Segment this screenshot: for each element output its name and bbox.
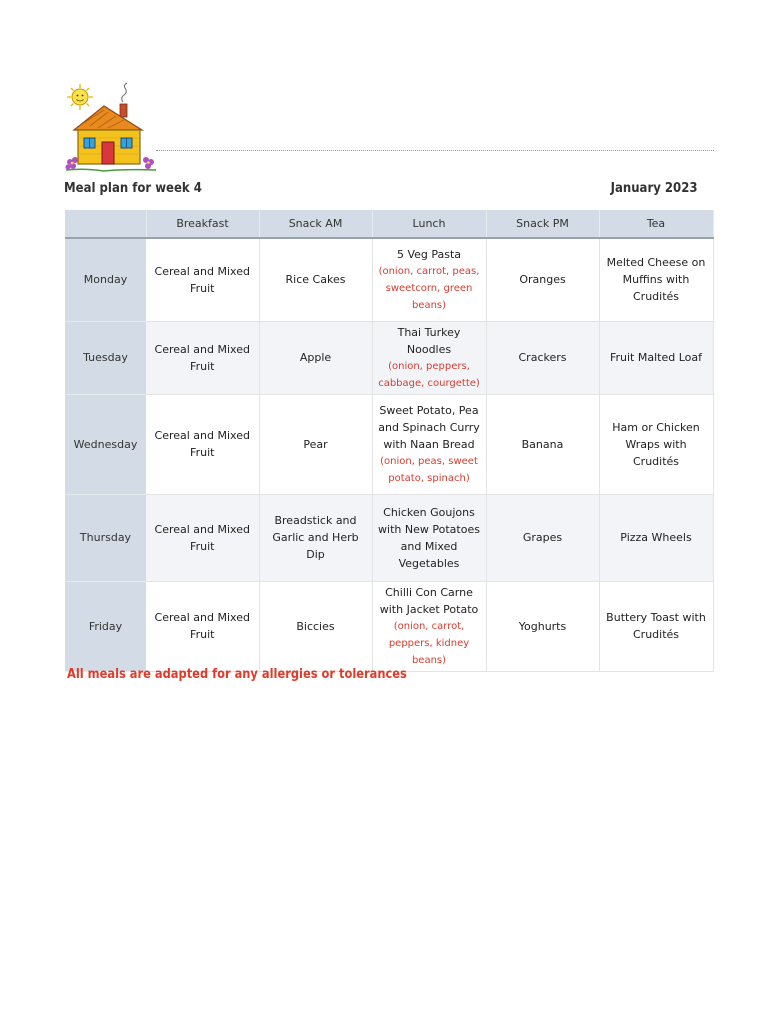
day-label: Friday	[65, 581, 146, 671]
lunch-ingredients: (onion, peppers, cabbage, courgette)	[378, 360, 480, 389]
lunch-ingredients: (onion, carrot, peppers, kidney beans)	[388, 620, 470, 666]
snack-am-cell: Pear	[259, 394, 372, 494]
lunch-cell	[372, 494, 486, 581]
breakfast-cell: Cereal and Mixed Fruit	[146, 394, 259, 494]
lunch-dish: Sweet Potato, Pea and Spinach Curry with Naan Bread	[378, 403, 480, 451]
column-header-snack-am: Snack AM	[259, 210, 372, 238]
snack-pm-cell: Banana	[486, 394, 599, 494]
snack-pm-cell: Grapes	[486, 494, 599, 581]
day-label: Wednesday	[65, 394, 146, 494]
day-label: Monday	[65, 238, 146, 321]
meal-plan-table	[65, 210, 714, 672]
lunch-dish: 5 Veg Pasta	[396, 247, 462, 261]
lunch-cell	[372, 394, 486, 494]
lunch-ingredients: (onion, peas, sweet potato, spinach)	[380, 455, 478, 484]
page-title: Meal plan for week 4	[64, 181, 202, 196]
lunch-dish: Chilli Con Carne with Jacket Potato	[379, 585, 479, 616]
lunch-dish: Chicken Goujons with New Potatoes and Mixed Vegetables	[378, 505, 480, 570]
snack-am-cell: Rice Cakes	[259, 238, 372, 321]
table-row	[65, 394, 713, 494]
header-dotted-rule	[156, 150, 714, 151]
column-header	[65, 210, 146, 238]
column-header-breakfast: Breakfast	[146, 210, 259, 238]
snack-pm-cell: Crackers	[486, 321, 599, 394]
lunch-dish: Thai Turkey Noodles	[397, 325, 461, 356]
column-header-snack-pm: Snack PM	[486, 210, 599, 238]
tea-cell: Fruit Malted Loaf	[599, 321, 713, 394]
snack-am-cell: Breadstick and Garlic and Herb Dip	[259, 494, 372, 581]
breakfast-cell: Cereal and Mixed Fruit	[146, 581, 259, 671]
breakfast-cell: Cereal and Mixed Fruit	[146, 321, 259, 394]
lunch-cell	[372, 238, 486, 321]
tea-cell: Ham or Chicken Wraps with Crudités	[599, 394, 713, 494]
column-header-lunch: Lunch	[372, 210, 486, 238]
table-row	[65, 238, 713, 321]
tea-cell: Pizza Wheels	[599, 494, 713, 581]
allergy-note: All meals are adapted for any allergies or tolerances	[67, 667, 407, 682]
snack-am-cell: Apple	[259, 321, 372, 394]
lunch-cell	[372, 581, 486, 671]
lunch-ingredients: (onion, carrot, peas, sweetcorn, green beans)	[378, 265, 480, 311]
table-row	[65, 581, 713, 671]
table-row	[65, 321, 713, 394]
snack-pm-cell: Oranges	[486, 238, 599, 321]
lunch-cell	[372, 321, 486, 394]
breakfast-cell: Cereal and Mixed Fruit	[146, 494, 259, 581]
snack-pm-cell: Yoghurts	[486, 581, 599, 671]
column-header-tea: Tea	[599, 210, 713, 238]
snack-am-cell: Biccies	[259, 581, 372, 671]
day-label: Tuesday	[65, 321, 146, 394]
month-label: January 2023	[610, 181, 697, 196]
house-logo-icon	[64, 82, 160, 174]
table-header-row	[65, 210, 713, 238]
table-row	[65, 494, 713, 581]
breakfast-cell: Cereal and Mixed Fruit	[146, 238, 259, 321]
tea-cell: Melted Cheese on Muffins with Crudités	[599, 238, 713, 321]
day-label: Thursday	[65, 494, 146, 581]
tea-cell: Buttery Toast with Crudités	[599, 581, 713, 671]
